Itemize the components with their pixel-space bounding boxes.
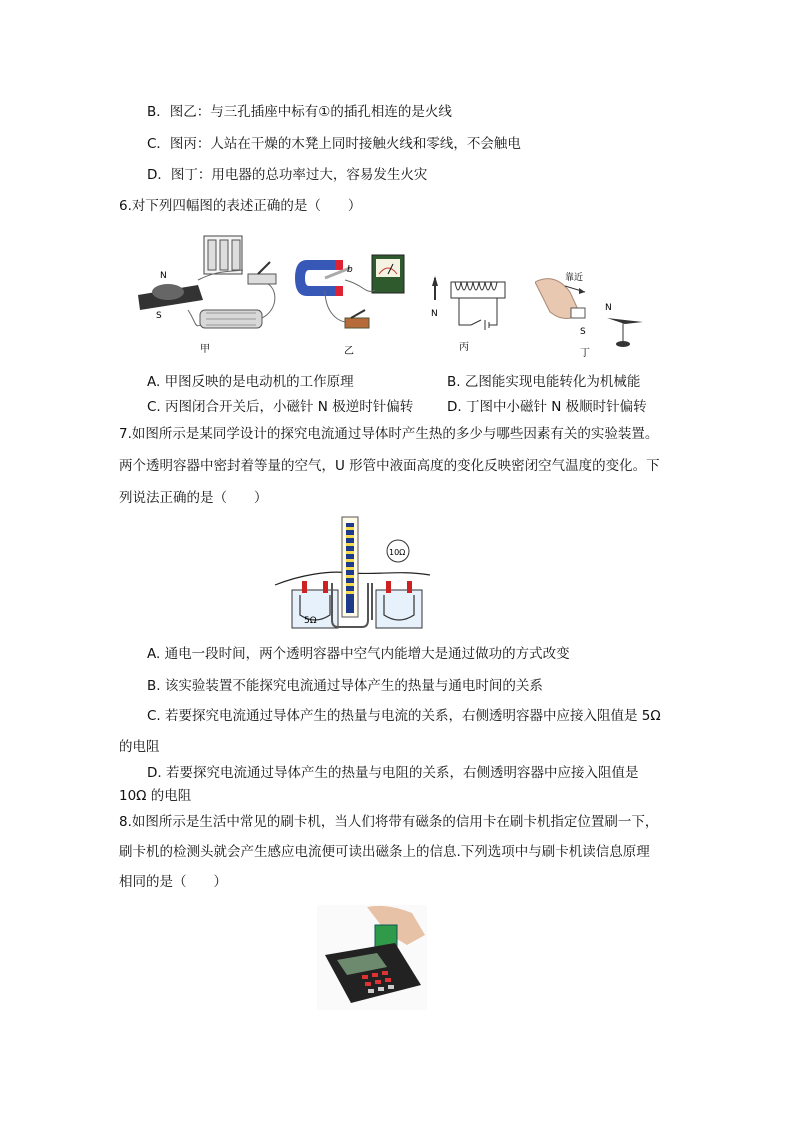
q7-apparatus-figure [270,515,440,630]
q7-option-c-line1: C. 若要探究电流通过导体产生的热量与电流的关系，右侧透明容器中应接入阻值是 5Ω [147,708,661,724]
q6-figure-jia [128,230,288,360]
q7-stem-line2: 两个透明容器中密封着等量的空气，U 形管中液面高度的变化反映密闭空气温度的变化。下 [119,458,660,474]
q6-stem: 6.对下列四幅图的表述正确的是（ ） [119,198,362,214]
q7-option-a: A. 通电一段时间，两个透明容器中空气内能增大是通过做功的方式改变 [147,646,570,662]
q6-bing-n-label: N [431,309,438,319]
q6-option-c: C. 丙图闭合开关后，小磁针 N 极逆时针偏转 [147,399,414,415]
q5-option-b: B．图乙：与三孔插座中标有①的插孔相连的是火线 [147,104,452,120]
q6-option-b: B. 乙图能实现电能转化为机械能 [447,374,641,390]
q6-figure-ding [535,262,655,362]
q6-option-a: A. 甲图反映的是电动机的工作原理 [147,374,354,390]
q6-jia-n-label: N [160,271,167,281]
q6-jia-caption: 甲 [200,344,210,355]
q8-stem-line2: 刷卡机的检测头就会产生感应电流便可读出磁条上的信息.下列选项中与刷卡机读信息原理 [119,844,650,860]
q7-option-c-line2: 的电阻 [119,739,160,755]
q6-bing-caption: 丙 [459,342,469,353]
q7-resistor-left-label: 5Ω [304,616,317,626]
q6-yi-caption: 乙 [344,346,354,357]
q6-ding-approach-label: 靠近 [565,273,584,283]
q8-stem-line3: 相同的是（ ） [119,874,227,890]
q7-stem-line3: 列说法正确的是（ ） [119,490,268,506]
q7-resistor-right-label: 10Ω [389,548,406,557]
q6-ding-caption: 丁 [580,348,590,359]
q6-figure-yi [295,250,420,360]
q6-ding-n-label: N [605,303,612,313]
q6-figure-bing [425,270,515,360]
q5-option-c: C．图丙：人站在干燥的木凳上同时接触火线和零线，不会触电 [147,136,521,152]
q7-option-d-line1: D. 若要探究电流通过导体产生的热量与电阻的关系，右侧透明容器中应接入阻值是 [147,765,639,781]
q6-jia-s-label: S [156,311,162,321]
q7-stem-line1: 7.如图所示是某同学设计的探究电流通过导体时产生热的多少与哪些因素有关的实验装置。 [119,426,659,442]
q6-yi-b-label: b [347,265,353,275]
q7-option-b: B. 该实验装置不能探究电流通过导体产生的热量与通电时间的关系 [147,678,543,694]
q6-ding-s-label: S [580,327,586,337]
q7-option-d-line2: 10Ω 的电阻 [119,788,192,804]
q5-option-d: D．图丁：用电器的总功率过大，容易发生火灾 [147,167,428,183]
q8-stem-line1: 8.如图所示是生活中常见的刷卡机，当人们将带有磁条的信用卡在刷卡机指定位置刷一下， [119,814,659,830]
q6-option-d: D. 丁图中小磁针 N 极顺时针偏转 [447,399,647,415]
q8-card-reader-figure [317,905,427,1010]
